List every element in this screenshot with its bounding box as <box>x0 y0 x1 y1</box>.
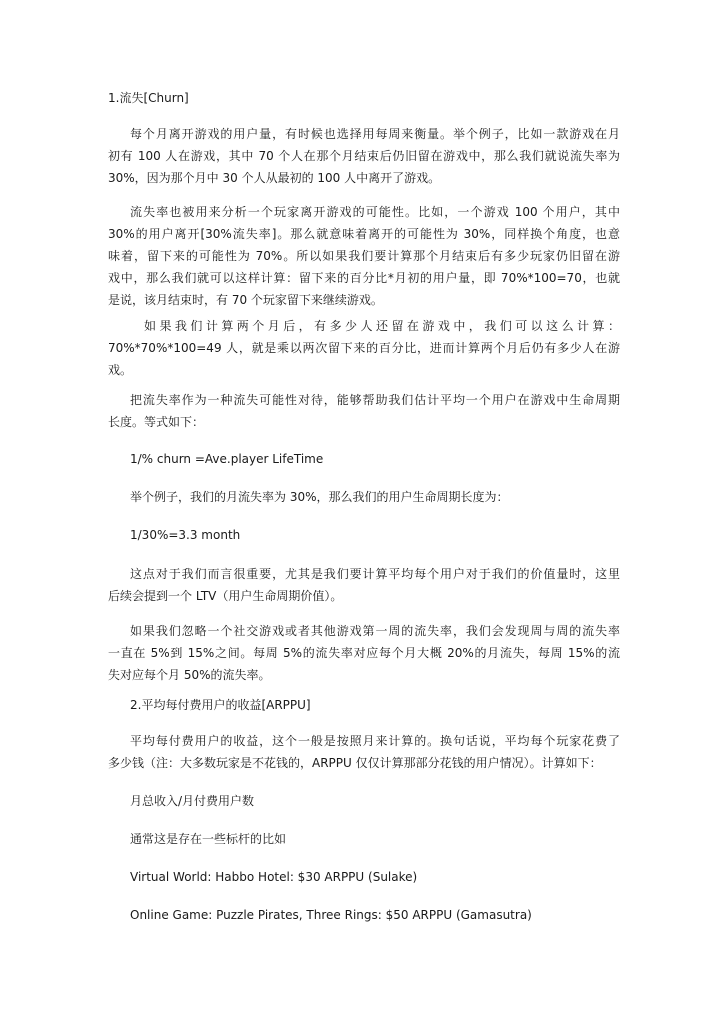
paragraph-line: 这点对于我们而言很重要，尤其是我们要计算平均每个用户对于我们的价值量时，这里 <box>130 567 620 581</box>
formula-lifetime: 1/% churn =Ave.player LifeTime <box>130 452 324 466</box>
paragraph-line: 后续会提到一个 LTV（用户生命周期价值）。 <box>108 589 343 603</box>
paragraph-line: 长度。等式如下： <box>108 415 205 429</box>
paragraph-line: 平均每付费用户的收益，这个一般是按照月来计算的。换句话说，平均每个玩家花费了 <box>130 734 620 748</box>
paragraph-line: 把流失率作为一种流失可能性对待，能够帮助我们估计平均一个用户在游戏中生命周期 <box>130 393 620 407</box>
formula-arppu: 月总收入/月付费用户数 <box>130 794 255 808</box>
benchmark-example: Virtual World: Habbo Hotel: $30 ARPPU (Sulake) <box>130 870 418 884</box>
paragraph-line: 味着，留下来的可能性为 70%。所以如果我们要计算那个月结束后有多少玩家仍旧留在游 <box>108 249 620 263</box>
paragraph-line: 如果我们计算两个月后，有多少人还留在游戏中，我们可以这么计算： <box>144 319 620 333</box>
paragraph-line: 失对应每个月 50%的流失率。 <box>108 668 271 682</box>
paragraph-line: 流失率也被用来分析一个玩家离开游戏的可能性。比如，一个游戏 100 个用户，其中 <box>130 205 620 219</box>
paragraph-line: 戏中，那么我们就可以这样计算：留下来的百分比*月初的用户量，即 70%*100=70，也就 <box>108 271 620 285</box>
paragraph-line: 30%的用户离开[30%流失率]。那么就意味着离开的可能性为 30%，同样换个角度，也意 <box>108 227 620 241</box>
paragraph-line: 如果我们忽略一个社交游戏或者其他游戏第一周的流失率，我们会发现周与周的流失率 <box>130 624 620 638</box>
paragraph-line: 初有 100 人在游戏，其中 70 个人在那个月结束后仍旧留在游戏中，那么我们就说流失率为 <box>108 149 620 163</box>
paragraph-line: 一直在 5%到 15%之间。每周 5%的流失率对应每个月大概 20%的月流失，每周 15%的流 <box>108 646 620 660</box>
paragraph-line: 70%*70%*100=49 人，就是乘以两次留下来的百分比，进而计算两个月后仍有多少人在游 <box>108 341 620 355</box>
paragraph-line: 通常这是存在一些标杆的比如 <box>130 832 287 846</box>
paragraph-line: 30%，因为那个月中 30 个人从最初的 100 人中离开了游戏。 <box>108 171 441 185</box>
paragraph-line: 戏。 <box>108 363 133 377</box>
formula-example: 1/30%=3.3 month <box>130 528 241 542</box>
section-heading-churn: 1.流失[Churn] <box>108 91 189 105</box>
paragraph-line: 多少钱（注：大多数玩家是不花钱的，ARPPU 仅仅计算那部分花钱的用户情况）。计算如下： <box>108 756 602 770</box>
benchmark-example: Online Game: Puzzle Pirates, Three Rings: $50 ARPPU (Gamasutra) <box>130 908 532 922</box>
section-heading-arppu: 2.平均每付费用户的收益[ARPPU] <box>130 698 311 712</box>
paragraph-line: 是说，该月结束时，有 70 个玩家留下来继续游戏。 <box>108 293 383 307</box>
paragraph-line: 每个月离开游戏的用户量，有时候也选择用每周来衡量。举个例子，比如一款游戏在月 <box>130 127 620 141</box>
paragraph-line: 举个例子，我们的月流失率为 30%，那么我们的用户生命周期长度为： <box>130 490 509 504</box>
